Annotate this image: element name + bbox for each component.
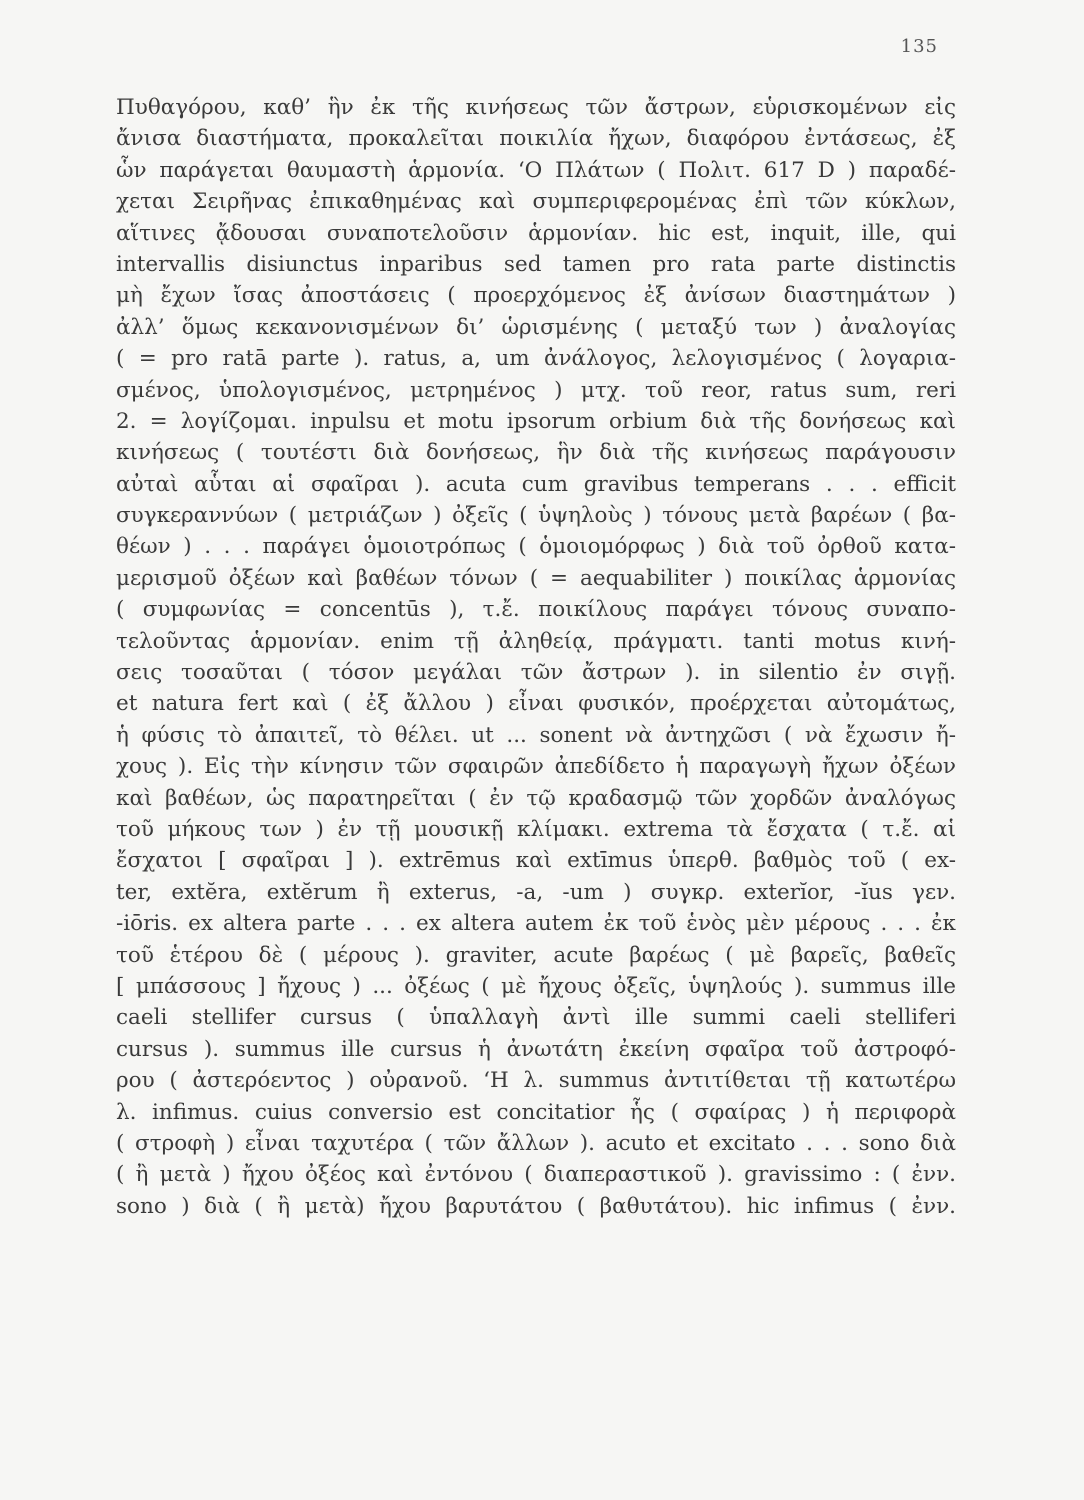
text-line: ( ἢ μετὰ ) ἤχου ὀξέος καὶ ἐντόνου ( διαπεραστικοῦ ). gravissimo : ( ἐνν. xyxy=(116,1162,956,1188)
text-line: τελοῦντας ἁρμονίαν. enim τῇ ἀληθείᾳ, πράγματι. tanti motus κινή- xyxy=(116,628,956,654)
text-line: et natura fert καὶ ( ἐξ ἄλλου ) εἶναι φυσικόν, προέρχεται αὐτομάτως, xyxy=(116,691,956,717)
text-line: -iōris. ex altera parte . . . ex altera autem ἐκ τοῦ ἑνὸς μὲν μέρους . . . ἐκ xyxy=(116,911,956,937)
text-line: cursus ). summus ille cursus ἡ ἀνωτάτη ἐκείνη σφαῖρα τοῦ ἀστροφό- xyxy=(116,1036,956,1062)
text-line: [ μπάσσους ] ἤχους ) ... ὀξέως ( μὲ ἤχους ὀξεῖς, ὑψηλούς ). summus ille xyxy=(116,973,956,999)
text-line: χεται Σειρῆνας ἐπικαθημένας καὶ συμπεριφερομένας ἐπὶ τῶν κύκλων, xyxy=(116,189,956,215)
text-line: κινήσεως ( τουτέστι διὰ δονήσεως, ἣν διὰ τῆς κινήσεως παράγουσιν xyxy=(116,440,956,466)
text-line: ( = pro ratā parte ). ratus, a, um ἀνάλογος, λελογισμένος ( λογαρια- xyxy=(116,346,956,372)
text-line: caeli stellifer cursus ( ὑπαλλαγὴ ἀντὶ ille summi caeli stelliferi xyxy=(116,1005,956,1031)
commentary-text-body xyxy=(116,92,956,1222)
text-line: σμένος, ὑπολογισμένος, μετρημένος ) μτχ. τοῦ reor, ratus sum, reri xyxy=(116,377,956,403)
text-line: τοῦ ἑτέρου δὲ ( μέρους ). graviter, acute βαρέως ( μὲ βαρεῖς, βαθεῖς xyxy=(116,942,956,968)
text-line: τοῦ μήκους των ) ἐν τῇ μουσικῇ κλίμακι. extrema τὰ ἔσχατα ( τ.ἔ. αἱ xyxy=(116,816,956,842)
text-line: intervallis disiunctus inparibus sed tamen pro rata parte distinctis xyxy=(116,251,956,277)
text-line: μερισμοῦ ὀξέων καὶ βαθέων τόνων ( = aequabiliter ) ποικίλας ἁρμονίας xyxy=(116,565,956,591)
text-line: ρου ( ἀστερόεντος ) οὐρανοῦ. ‘Η λ. summus ἀντιτίθεται τῇ κατωτέρω xyxy=(116,1068,956,1094)
text-line: σεις τοσαῦται ( τόσον μεγάλαι τῶν ἄστρων ). in silentio ἐν σιγῇ. xyxy=(116,660,956,686)
text-line: ἔσχατοι [ σφαῖραι ] ). extrēmus καὶ extīmus ὑπερθ. βαθμὸς τοῦ ( ex- xyxy=(116,848,956,874)
text-line: ( συμφωνίας = concentūs ), τ.ἔ. ποικίλους παράγει τόνους συναπο- xyxy=(116,597,956,623)
page-number: 135 xyxy=(900,36,938,57)
text-line: χους ). Εἰς τὴν κίνησιν τῶν σφαιρῶν ἀπεδίδετο ἡ παραγωγὴ ἤχων ὀξέων xyxy=(116,754,956,780)
text-line: ὧν παράγεται θαυμαστὴ ἁρμονία. ‘Ο Πλάτων ( Πολιτ. 617 D ) παραδέ- xyxy=(116,157,956,183)
text-line: ἀλλ’ ὅμως κεκανονισμένων δι’ ὡρισμένης ( μεταξύ των ) ἀναλογίας xyxy=(116,314,956,340)
text-line: ter, extĕra, extĕrum ἢ exterus, -a, -um ) συγκρ. exterĭor, -ĭus γεν. xyxy=(116,879,956,905)
text-line: ἄνισα διαστήματα, προκαλεῖται ποικιλία ἤχων, διαφόρου ἐντάσεως, ἐξ xyxy=(116,126,956,152)
text-line: καὶ βαθέων, ὡς παρατηρεῖται ( ἐν τῷ κραδασμῷ τῶν χορδῶν ἀναλόγως xyxy=(116,785,956,811)
text-line: ( στροφὴ ) εἶναι ταχυτέρα ( τῶν ἄλλων ). acuto et excitato . . . sono διὰ xyxy=(116,1130,956,1156)
text-line: θέων ) . . . παράγει ὁμοιοτρόπως ( ὁμοιομόρφως ) διὰ τοῦ ὀρθοῦ κατα- xyxy=(116,534,956,560)
text-line: 2. = λογίζομαι. inpulsu et motu ipsorum orbium διὰ τῆς δονήσεως καὶ xyxy=(116,408,956,434)
text-line: ἡ φύσις τὸ ἀπαιτεῖ, τὸ θέλει. ut ... sonent νὰ ἀντηχῶσι ( νὰ ἔχωσιν ἤ- xyxy=(116,722,956,748)
text-line: λ. infimus. cuius conversio est concitatior ἧς ( σφαίρας ) ἡ περιφορὰ xyxy=(116,1099,956,1125)
text-line: αὐταὶ αὗται αἱ σφαῖραι ). acuta cum gravibus temperans . . . efficit xyxy=(116,471,956,497)
text-line: μὴ ἔχων ἴσας ἀποστάσεις ( προερχόμενος ἐξ ἀνίσων διαστημάτων ) xyxy=(116,283,956,309)
text-line: sono ) διὰ ( ἢ μετὰ) ἤχου βαρυτάτου ( βαθυτάτου). hic infimus ( ἐνν. xyxy=(116,1193,956,1219)
text-line: συγκεραννύων ( μετριάζων ) ὀξεῖς ( ὑψηλοὺς ) τόνους μετὰ βαρέων ( βα- xyxy=(116,503,956,529)
text-line: Πυθαγόρου, καθ’ ἣν ἐκ τῆς κινήσεως τῶν ἄστρων, εὑρισκομένων εἰς xyxy=(116,95,956,120)
text-line: αἵτινες ᾄδουσαι συναποτελοῦσιν ἁρμονίαν. hic est, inquit, ille, qui xyxy=(116,220,956,246)
